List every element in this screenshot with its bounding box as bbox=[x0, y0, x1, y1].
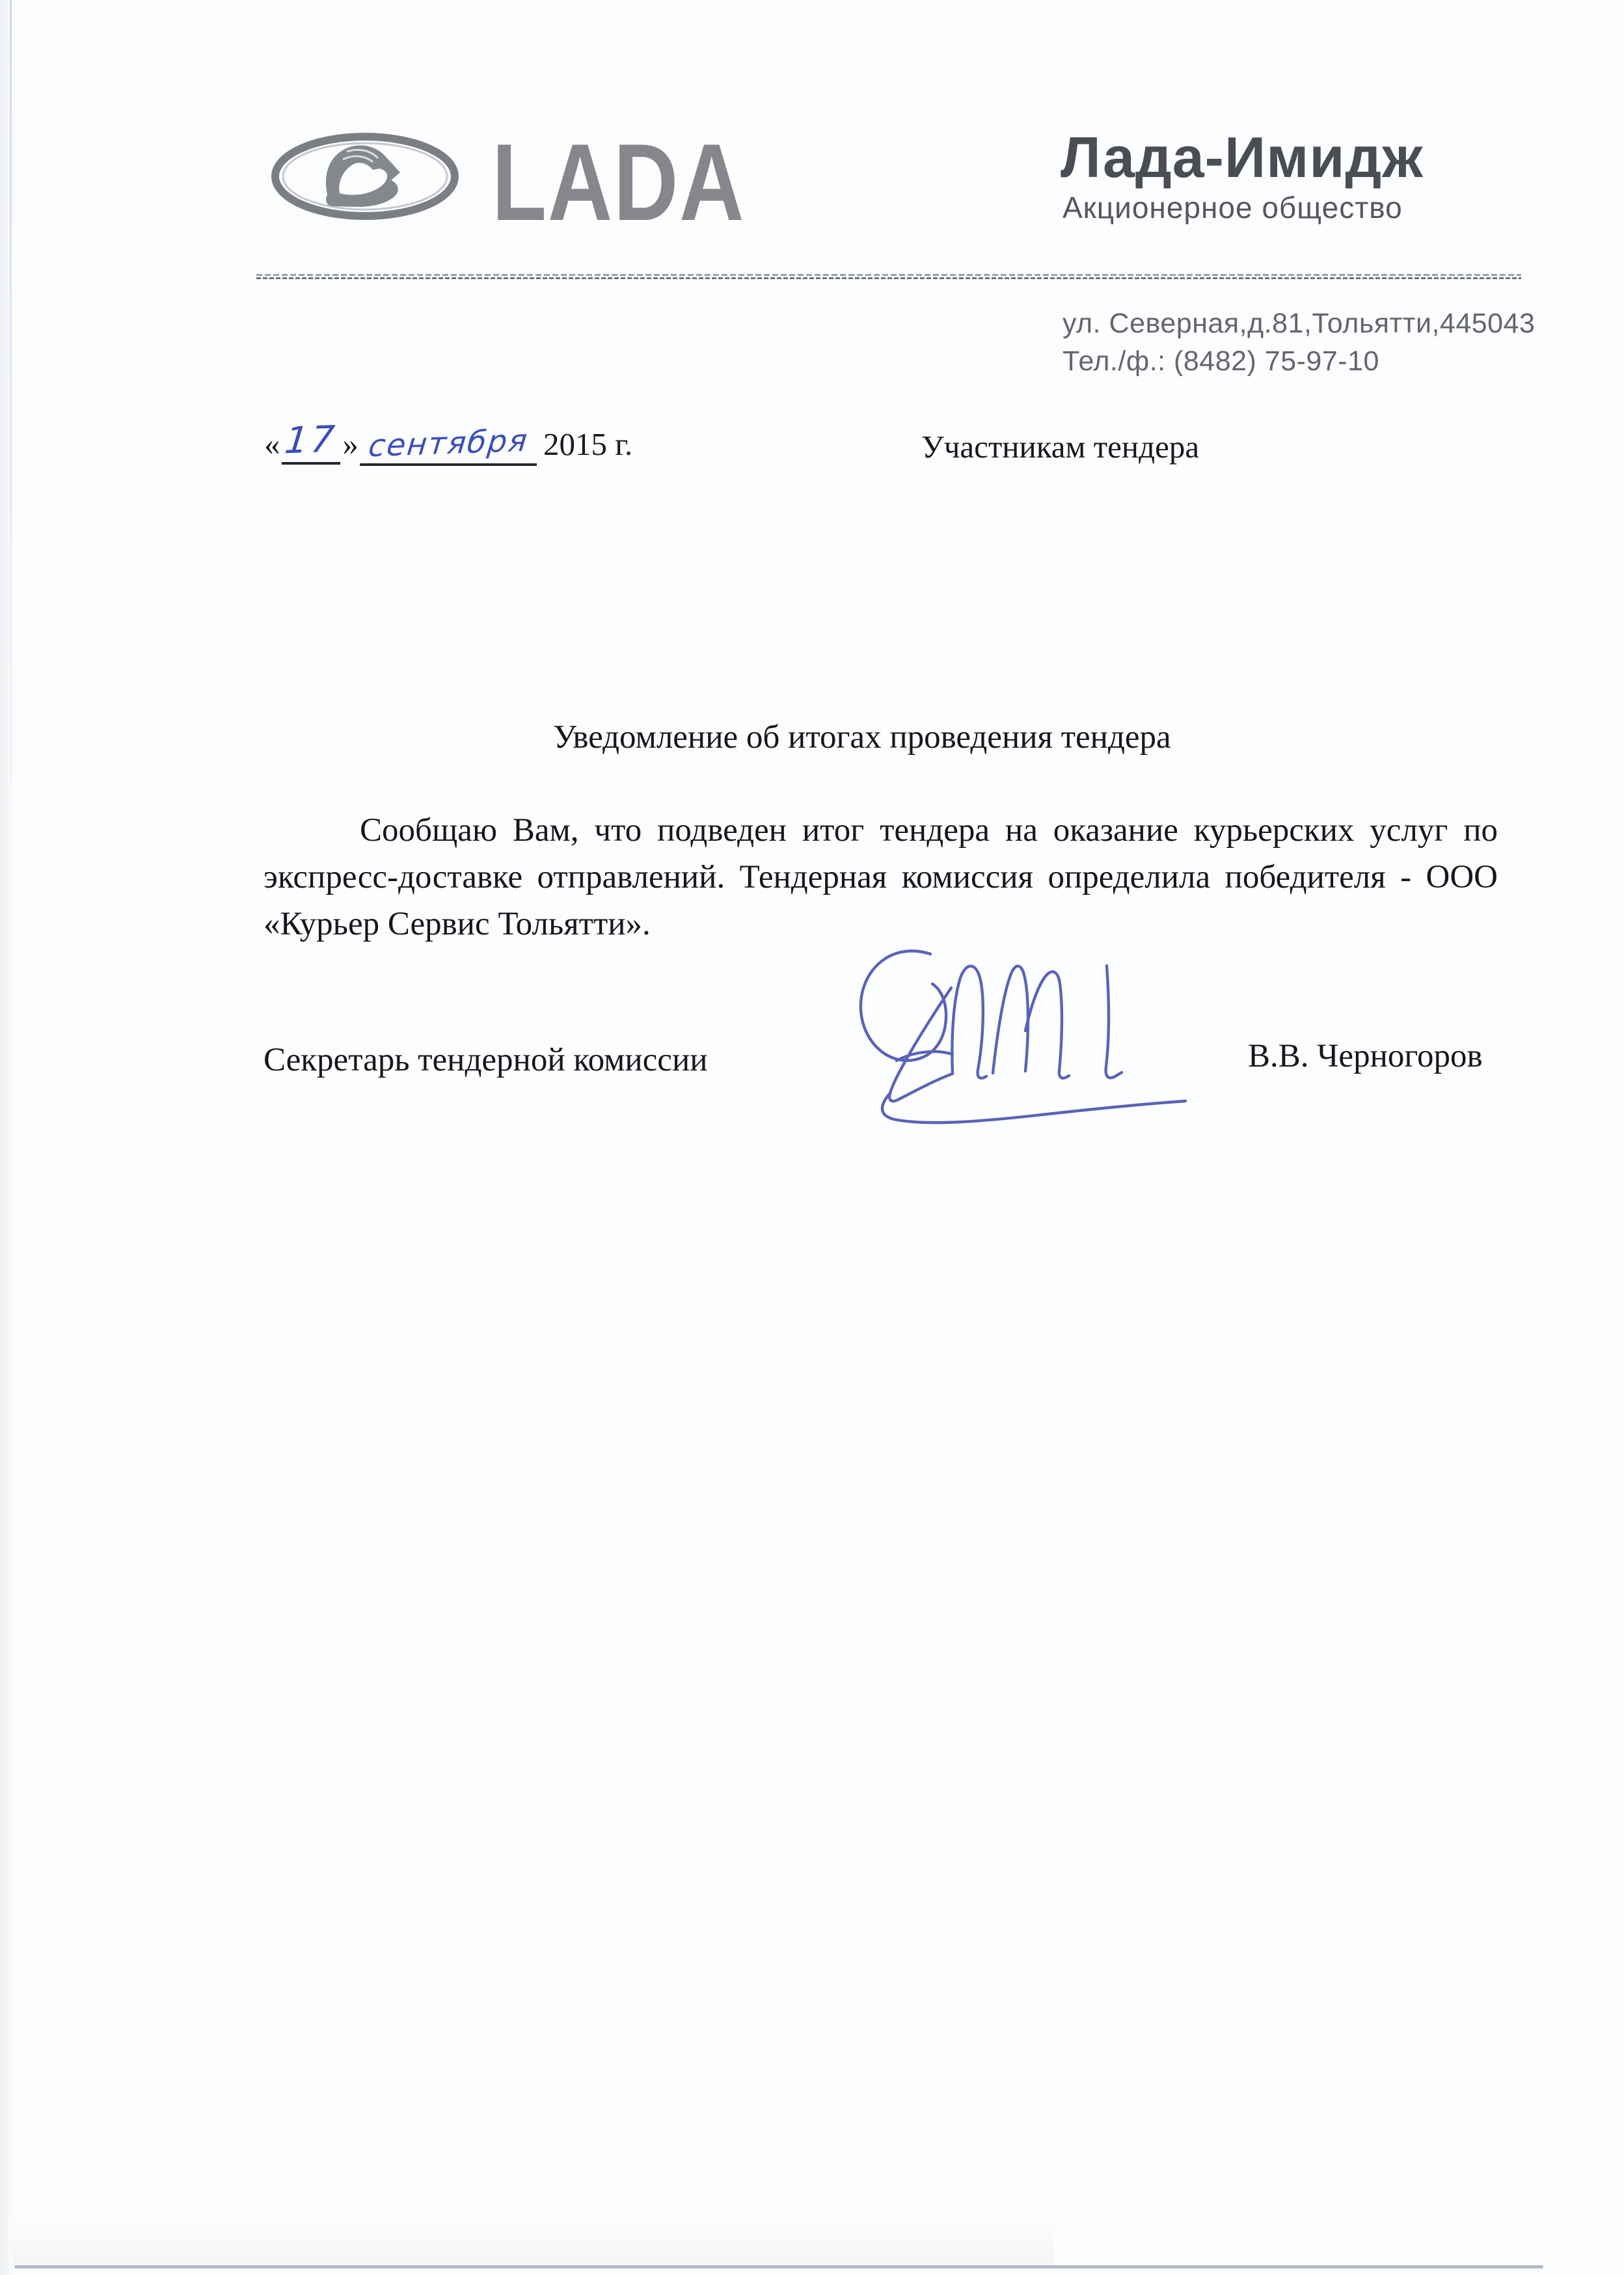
address-block bbox=[1062, 305, 1535, 380]
company-name: Лада-Имидж bbox=[1061, 125, 1424, 189]
year-text: 2015 г. bbox=[543, 426, 633, 462]
scan-bottom-shadow bbox=[13, 2213, 1054, 2265]
quote-close: » bbox=[342, 426, 359, 462]
phone-line: Тел./ф.: (8482) 75-97-10 bbox=[1062, 346, 1379, 377]
scan-bottom-edge-line bbox=[14, 2265, 1543, 2268]
recipient-line: Участникам тендера bbox=[921, 429, 1200, 465]
letter-title: Уведомление об итогах проведения тендера bbox=[553, 719, 1171, 756]
signatory-role: Секретарь тендерной комиссии bbox=[264, 1042, 708, 1078]
date-line bbox=[264, 418, 633, 466]
day-underline bbox=[282, 418, 340, 465]
body-paragraph: Сообщаю Вам, что подведен итог тендера на оказание курьерских услуг по экспресс-доставке отправлений. Тендерная комиссия определила победителя - ООО «Курьер Сервис Тольятти». bbox=[264, 812, 1498, 942]
handwritten-month: сентября bbox=[366, 422, 530, 465]
scan-left-edge-shadow bbox=[0, 0, 17, 2275]
lada-ladya-oval-badge-icon bbox=[270, 132, 460, 221]
quote-open: « bbox=[264, 426, 280, 462]
brand-wordmark: LADA bbox=[492, 121, 746, 243]
handwritten-day: 17 bbox=[282, 418, 339, 463]
company-type: Акционерное общество bbox=[1062, 191, 1403, 225]
scan-left-edge-line bbox=[10, 0, 12, 911]
address-line: ул. Северная,д.81,Тольятти,445043 bbox=[1062, 308, 1536, 339]
handwritten-signature bbox=[854, 945, 1192, 1140]
signatory-name: В.В. Черногоров bbox=[1248, 1038, 1483, 1074]
month-underline bbox=[360, 422, 537, 466]
header-separator-line bbox=[256, 274, 1521, 280]
